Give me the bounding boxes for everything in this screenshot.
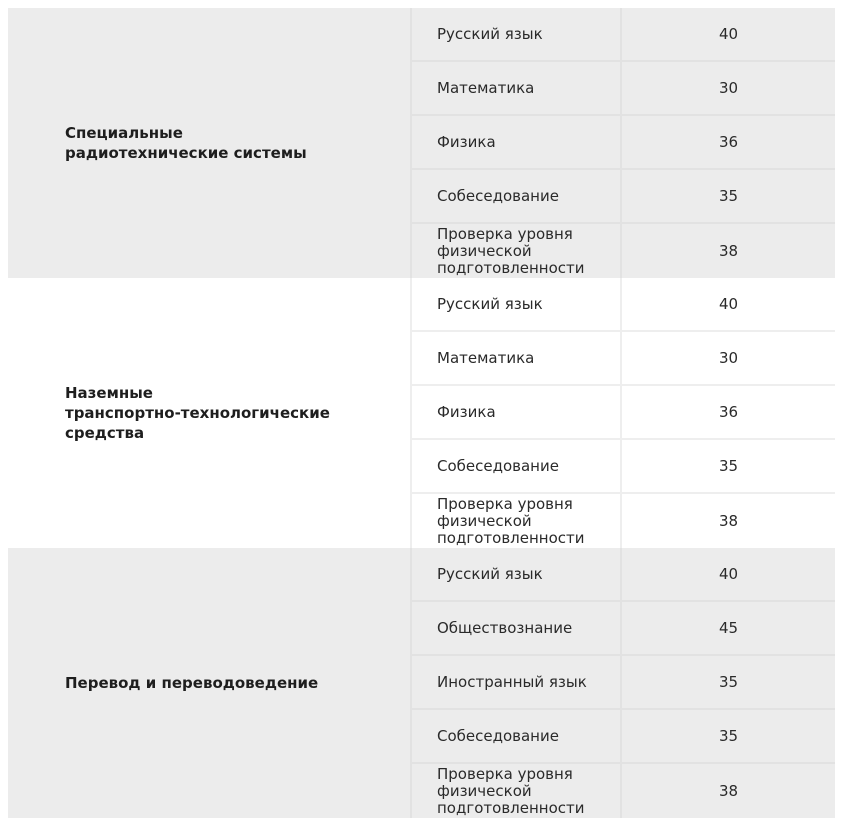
score-cell: 35 (718, 727, 739, 745)
table-row (412, 764, 835, 818)
score-cell: 35 (718, 457, 739, 475)
table-row (412, 602, 835, 656)
subject-cell: Проверка уровня физической подготовленности (412, 494, 622, 548)
program-cell (8, 8, 410, 278)
subject-cell: Собеседование (412, 170, 622, 222)
score-cell: 40 (718, 565, 739, 583)
score-cell: 35 (718, 673, 739, 691)
score-cell: 36 (718, 403, 739, 421)
table-row (412, 278, 835, 332)
program-group (8, 8, 835, 278)
subject-cell: Физика (412, 116, 622, 168)
score-cell: 40 (718, 25, 739, 43)
subject-cell: Собеседование (412, 710, 622, 762)
program-name: Перевод и переводоведение (65, 674, 319, 692)
subject-cell: Русский язык (412, 548, 622, 600)
score-cell: 36 (718, 133, 739, 151)
score-cell: 40 (718, 295, 739, 313)
subject-cell: Обществознание (412, 602, 622, 654)
program-group (8, 548, 835, 818)
subject-rows (410, 278, 835, 548)
table-row (412, 494, 835, 548)
subject-cell: Проверка уровня физической подготовленности (412, 224, 622, 278)
subject-cell: Русский язык (412, 278, 622, 330)
score-cell: 45 (718, 619, 739, 637)
subject-cell: Математика (412, 62, 622, 114)
table-row (412, 656, 835, 710)
score-cell: 30 (718, 79, 739, 97)
table-row (412, 332, 835, 386)
program-group (8, 278, 835, 548)
subject-cell: Математика (412, 332, 622, 384)
program-name: Специальные радиотехнические системы (65, 124, 307, 162)
subject-cell: Проверка уровня физической подготовленности (412, 764, 622, 818)
table-row (412, 8, 835, 62)
score-cell: 38 (718, 782, 739, 800)
program-name: Наземные транспортно-технологические средства (65, 384, 330, 442)
score-cell: 38 (718, 512, 739, 530)
table-row (412, 116, 835, 170)
subject-cell: Иностранный язык (412, 656, 622, 708)
score-cell: 35 (718, 187, 739, 205)
subject-cell: Собеседование (412, 440, 622, 492)
subject-rows (410, 8, 835, 278)
subject-rows (410, 548, 835, 818)
table-row (412, 62, 835, 116)
table-row (412, 710, 835, 764)
program-cell (8, 548, 410, 818)
table-row (412, 224, 835, 278)
table-row (412, 440, 835, 494)
exam-scores-table (8, 8, 835, 818)
score-cell: 38 (718, 242, 739, 260)
table-row (412, 386, 835, 440)
program-cell (8, 278, 410, 548)
subject-cell: Русский язык (412, 8, 622, 60)
table-row (412, 170, 835, 224)
table-row (412, 548, 835, 602)
subject-cell: Физика (412, 386, 622, 438)
score-cell: 30 (718, 349, 739, 367)
